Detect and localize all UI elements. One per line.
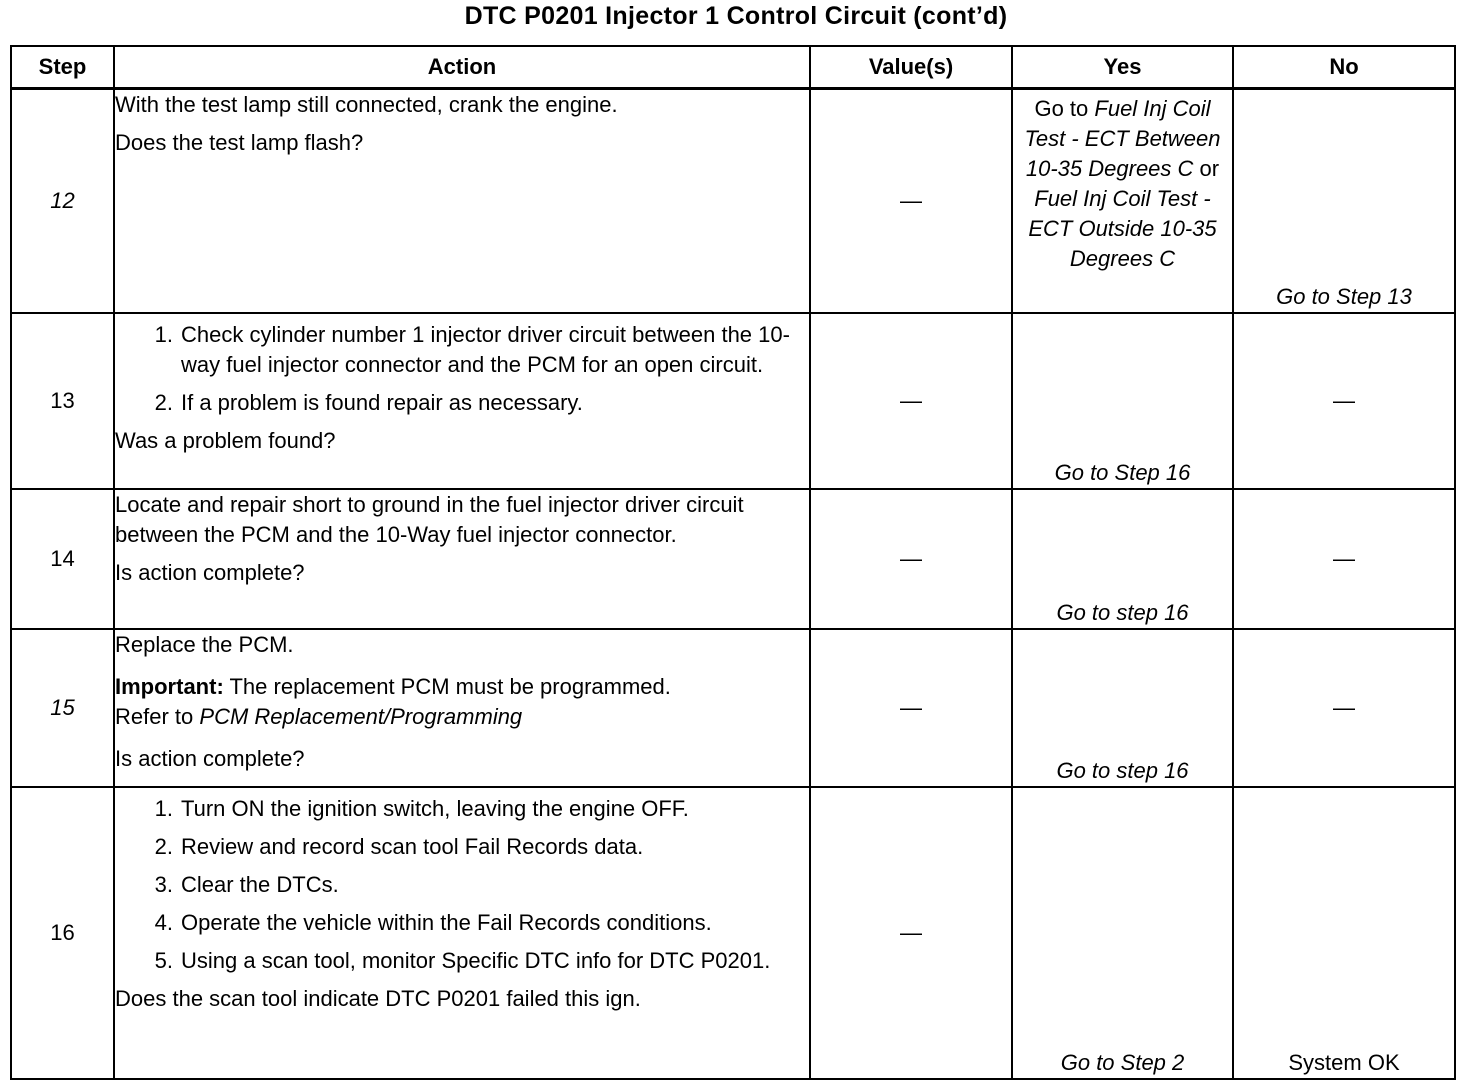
table-row-step-12 [11, 89, 1455, 313]
header-action: Action [114, 46, 810, 89]
value-cell: — [810, 489, 1012, 629]
list-item: 1. Turn ON the ignition switch, leaving the engine OFF. [154, 795, 689, 821]
no-cell: — [1233, 313, 1455, 489]
step-number: 15 [11, 629, 114, 787]
action-cell [114, 313, 810, 489]
list-item: 3. Clear the DTCs. [154, 871, 339, 897]
value-cell: — [810, 89, 1012, 313]
refer-line [115, 702, 809, 732]
yes-link-fuel-inj-coil-test-outside[interactable]: Fuel Inj Coil Test - ECT Outside 10-35 Degrees C [1028, 186, 1217, 271]
header-no: No [1233, 46, 1455, 89]
action-cell [114, 89, 810, 313]
yes-go-to: Go to [1034, 96, 1089, 121]
list-item: 2. Review and record scan tool Fail Records data. [154, 833, 644, 859]
important-label: Important: [115, 673, 224, 699]
yes-or: or [1199, 156, 1220, 181]
no-cell: — [1233, 489, 1455, 629]
no-link-step-13[interactable]: Go to Step 13 [1233, 89, 1455, 313]
value-cell: — [810, 787, 1012, 1079]
action-cell [114, 489, 810, 629]
list-item: 1. Check cylinder number 1 injector driver circuit between the 10-way fuel injector connector and the PCM for an open circuit. [154, 321, 790, 377]
refer-prefix: Refer to [115, 703, 194, 729]
yes-link-fuel-inj-coil-test-between[interactable]: Fuel Inj Coil Test - ECT Between 10-35 Degrees C [1024, 96, 1221, 181]
action-question: Does the scan tool indicate DTC P0201 failed this ign. [115, 985, 641, 1011]
step-number: 12 [11, 89, 114, 313]
action-list [115, 320, 809, 418]
header-values: Value(s) [810, 46, 1012, 89]
yes-link-step-16[interactable]: Go to step 16 [1012, 629, 1233, 787]
important-note [115, 672, 809, 702]
action-question: Is action complete? [115, 559, 305, 585]
action-text: Locate and repair short to ground in the fuel injector driver circuit between the PCM and the 10-Way fuel injector connector. [115, 491, 744, 547]
action-list [115, 794, 809, 976]
refer-link-pcm-replacement[interactable]: PCM Replacement/Programming [199, 703, 523, 729]
table-row-step-15 [11, 629, 1455, 787]
step-number: 13 [11, 313, 114, 489]
action-cell [114, 629, 810, 787]
table-row-step-13 [11, 313, 1455, 489]
page-title: DTC P0201 Injector 1 Control Circuit (cont’d) [464, 2, 1008, 30]
action-text: Replace the PCM. [115, 631, 294, 657]
action-line: With the test lamp still connected, crank the engine. [115, 92, 618, 117]
step-number: 16 [11, 787, 114, 1079]
yes-link-step-2[interactable]: Go to Step 2 [1012, 787, 1233, 1079]
header-step: Step [11, 46, 114, 89]
no-cell: System OK [1233, 787, 1455, 1079]
yes-link-step-16[interactable]: Go to step 16 [1012, 489, 1233, 629]
yes-link-step-16[interactable]: Go to Step 16 [1012, 313, 1233, 489]
list-item: 4. Operate the vehicle within the Fail Records conditions. [154, 909, 712, 935]
value-cell: — [810, 629, 1012, 787]
table-row-step-14 [11, 489, 1455, 629]
action-cell [114, 787, 810, 1079]
diagnostic-table [10, 45, 1456, 1080]
header-yes: Yes [1012, 46, 1233, 89]
action-question: Was a problem found? [115, 427, 336, 453]
step-number: 14 [11, 489, 114, 629]
list-item: 2. If a problem is found repair as necessary. [154, 389, 583, 415]
action-question: Does the test lamp flash? [115, 130, 364, 155]
list-item: 5. Using a scan tool, monitor Specific DTC info for DTC P0201. [154, 947, 771, 973]
action-question: Is action complete? [115, 745, 305, 771]
important-text: The replacement PCM must be programmed. [229, 673, 671, 699]
value-cell: — [810, 313, 1012, 489]
table-row-step-16 [11, 787, 1455, 1079]
yes-cell [1012, 89, 1233, 313]
table-header-row [11, 46, 1455, 89]
no-cell: — [1233, 629, 1455, 787]
